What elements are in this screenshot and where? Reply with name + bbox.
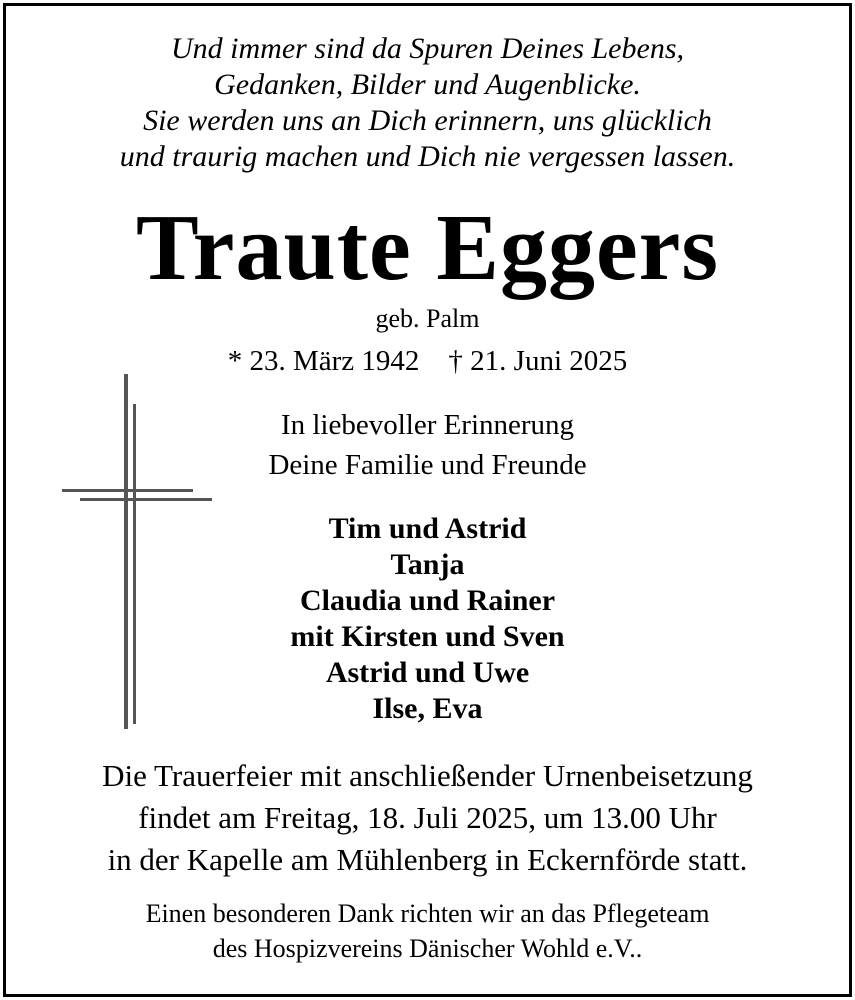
birth-date: * 23. März 1942: [227, 345, 420, 377]
deceased-name: Traute Eggers: [136, 196, 719, 300]
family-member: Astrid und Uwe: [325, 656, 530, 689]
family-member: Ilse, Eva: [372, 692, 483, 725]
family-member: mit Kirsten und Sven: [290, 620, 565, 653]
remembrance-line-2: Deine Familie und Freunde: [268, 449, 587, 481]
poem-line-1: Und immer sind da Spuren Deines Lebens,: [170, 32, 684, 65]
poem-line-2: Gedanken, Bilder und Augenblicke.: [214, 68, 641, 101]
family-member: Tim und Astrid: [328, 512, 527, 545]
service-line-2: findet am Freitag, 18. Juli 2025, um 13.00 Uhr: [138, 800, 717, 835]
service-line-3: in der Kapelle am Mühlenberg in Eckernförde statt.: [107, 842, 748, 877]
family-member: Claudia und Rainer: [299, 584, 556, 617]
maiden-name: geb. Palm: [375, 304, 480, 333]
poem-line-3: Sie werden uns an Dich erinnern, uns glücklich: [143, 104, 712, 137]
family-member: Tanja: [390, 548, 465, 581]
service-line-1: Die Trauerfeier mit anschließender Urnenbeisetzung: [102, 758, 753, 793]
thanks-line-1: Einen besonderen Dank richten wir an das Pflegeteam: [145, 899, 710, 928]
remembrance-line-1: In liebevoller Erinnerung: [280, 409, 575, 441]
poem-line-4: und traurig machen und Dich nie vergessen lassen.: [119, 140, 736, 173]
death-date: † 21. Juni 2025: [448, 345, 628, 377]
thanks-line-2: des Hospizvereins Dänischer Wohld e.V..: [212, 934, 643, 963]
